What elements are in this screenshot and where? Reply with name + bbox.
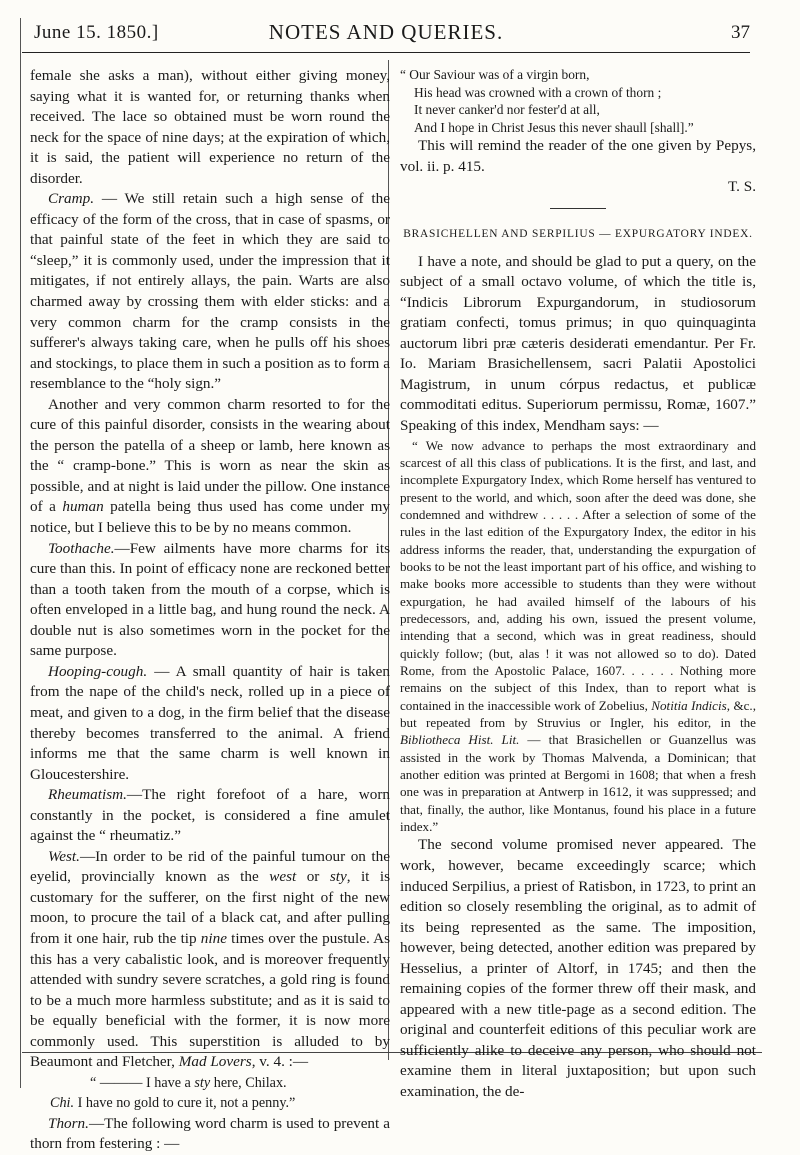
thorn-text: —The following word charm is used to prevent a thorn from festering : — — [30, 1114, 390, 1153]
rheumatism-text: —The right forefoot of a hare, worn constantly in the pocket, is considered a fine amulet against the “ rheumatiz.” — [30, 786, 390, 845]
heading-toothache: Toothache. — [48, 539, 115, 557]
paragraph-west — [30, 847, 390, 1073]
mendham-quote — [400, 437, 756, 836]
quote-line-1 — [30, 1073, 390, 1094]
verse-line: “ Our Saviour was of a virgin born, — [400, 67, 590, 82]
paragraph-hooping-cough — [30, 662, 390, 785]
author-initials: T. S. — [728, 178, 756, 196]
bibliotheca-title: Bibliotheca Hist. Lit. — [400, 732, 520, 748]
play-title: Mad Lovers — [178, 1053, 252, 1071]
signature-line — [400, 177, 756, 198]
verse-line: It never canker'd nor fester'd at all, — [414, 102, 600, 117]
quote-text-c: — that Brasichellen or Guanzellus was assisted in the work by Thomas Malvenda, a Dominican; that another edition was printed at Bergomi in 1608; that when a fresh one was in preparation at Antwerp in 1612, it was suppressed; and that, finally, the author, like Montanus, found his place in a future index.” — [400, 732, 756, 835]
west-text-e: , v. 4. :— — [251, 1053, 309, 1071]
quote-2: I have no gold to cure it, not a penny.” — [74, 1095, 296, 1112]
hooping-cough-text: — A small quantity of hair is taken from the nape of the child's neck, rolled up in a piece of meat, and given to a dog, in the firm belief that the disease thereby becomes transferred to the animal. A friend informs me that the same charm is well known in Gloucestershire. — [30, 662, 390, 783]
cramp-bone-text-a: Another and very common charm resorted to for the cure of this painful disorder, consists in the wearing about the person the patella of a sheep or lamb, here known as the “ cramp-bone.” This is worn as near the skin as possible, and at night is laid under the pillow. One instance of a — [30, 395, 390, 516]
verse-line: And I hope in Christ Jesus this never shaull [shall].” — [414, 119, 694, 135]
sty-word: sty — [329, 868, 347, 886]
pepys-text: This will remind the reader of the one given by Pepys, vol. ii. p. 415. — [400, 137, 756, 175]
thorn-charm-verse — [400, 66, 756, 136]
quote-1-a: “ ——— I have a — [90, 1074, 195, 1091]
issue-date: June 15. 1850.] — [34, 22, 159, 43]
cramp-text: — We still retain such a high sense of the efficacy of the form of the cross, that in case of spasms, or that painful state of the feet in which they are said to “sleep,” it is commonly used, under the impression that it mitigates, if not entirely allays, the pain. Warts are also charmed away by crossing them with elder sticks: and a very common charm for the cramp consists in the sufferer's always taking care, when he pulls off his shoes and stockings, to place them in such a position as to form a resemblance to the “holy sign.” — [30, 190, 390, 393]
west-text-a: —In order to be rid of the painful tumour on the eyelid, provincially known as the — [30, 847, 390, 886]
paragraph-thorn — [30, 1114, 390, 1155]
section-title: BRASICHELLEN AND SERPILIUS — EXPURGATORY INDEX. — [403, 227, 753, 240]
west-word: west — [269, 868, 297, 886]
nine-word: nine — [200, 929, 227, 947]
page-header — [22, 18, 750, 53]
west-text-d: times over the pustule. As this has a very cabalistic look, and is moreover frequently attended with sundry severe scratches, a gold ring is found to be a much more harmless substitute; and as it is said to be equally beneficial with the former, it is now more commonly used. This superstition is alluded to by Beaumont and Fletcher, — [30, 929, 390, 1071]
heading-cramp: Cramp. — [48, 190, 94, 208]
paragraph-cramp-bone — [30, 395, 390, 539]
toothache-text: —Few ailments have more charms for its cure than this. In point of efficacy none are reckoned better than a tooth taken from the mouth of a corpse, which is often enveloped in a little bag, and hung round the neck. A double nut is also sometimes worn in the pocket for the same purpose. — [30, 539, 390, 660]
paragraph-toothache — [30, 539, 390, 662]
heading-thorn: Thorn. — [48, 1114, 89, 1132]
west-text-c: , it is customary for the sufferer, on the first night of the new moon, to procure the tail of a black cat, and after pulling from it one hair, rub the tip — [30, 868, 390, 947]
journal-title: NOTES AND QUERIES. — [268, 20, 504, 44]
paragraph-second-volume: The second volume promised never appeared. The work, however, became exceedingly scarce; which induced Serpilius, a priest of Ratisbon, in 1723, to print an edition so closely resembling the original, as to admit of its being represented as the same. The imposition, however, being detected, another edition was prepared by Hesselius, a printer of Altorf, in 1745; and then the remaining copies of the former threw off their mask, and appeared with a new title-page as a second edition. The original and counterfeit editions of this peculiar work are sufficiently alike to deceive any person, who should not examine them in literal juxtaposition; but upon such examination, the de- — [400, 836, 756, 1101]
speaker-chi: Chi. — [50, 1095, 75, 1112]
left-column — [30, 66, 390, 1155]
right-column — [400, 66, 756, 1103]
paragraph-lace: female she asks a man), without either giving money, saying what it is wanted for, or returning thanks when received. The lace so obtained must be worn round the neck for the space of nine days; at the expiration of which, it is said, the patient will experience no return of the disorder. — [30, 67, 390, 187]
paragraph-pepys — [400, 136, 756, 177]
page-number: 37 — [731, 22, 750, 43]
quote-text-b: , &c., but repeated from by Struvius or Ingler, his editor, in the — [400, 697, 756, 731]
paragraph-rheumatism — [30, 785, 390, 847]
quote-line-2 — [30, 1093, 390, 1114]
left-border — [20, 18, 21, 1088]
quote-paragraph — [400, 437, 756, 836]
heading-hooping-cough: Hooping-cough. — [48, 662, 148, 680]
notitia-title: Notitia Indicis — [651, 697, 727, 713]
cramp-bone-text-b: patella being thus used has come under my notice, but I believe this to be by no means common. — [30, 498, 390, 537]
paragraph-query: I have a note, and should be glad to put a query, on the subject of a small octavo volume, of which the title is, “Indicis Librorum Expurgandorum, in studiosorum gratiam confecti, tomus primus; in quo quinquaginta auctorum libri præ cæteris desiderati emendantur. Per Fr. Io. Mariam Brasichellensem, sacri Palatii Apostolici Magistrum, in unum córpus redactus, et publicæ commoditati editus. Superiorum permissu, Romæ, 1607.” Speaking of this index, Mendham says: — — [400, 252, 756, 435]
paragraph-cramp — [30, 189, 390, 394]
verse-line: His head was crowned with a crown of thorn ; — [414, 84, 662, 100]
heading-west: West. — [48, 847, 80, 865]
quote-text-a: “ We now advance to perhaps the most extraordinary and scarcest of all this class of publications. It is the first, and last, and incomplete Expurgatory Index, which Rome herself has ventured to present to the world, and which, soon after the deed was done, she condemned and withdrew . . . . . After a selection of some of the rules in the last edition of the Expurgatory Index, the editor in his address informs the reader, that, understanding the expurgation of books to be not the least important part of his office, and wishing to make books more accessible to students than they were without expurgation, he had availed himself of the labours of his predecessors, and, adding his own, issued the present volume, intending that a second, which was in great readiness, should quickly follow; (but, alas ! it was not allowed so to do). Dated Rome, from the Apostolic Palace, 1607. . . . . . Nothing more remains on the subject of this Index, than to report what is contained in the inaccessible work of Zobelius, — [400, 437, 756, 713]
quote-1-b: here, Chilax. — [210, 1074, 287, 1091]
human-word: human — [62, 498, 104, 516]
west-text-b: or — [296, 868, 330, 886]
section-separator — [550, 208, 606, 209]
quote-sty: sty — [194, 1074, 211, 1091]
heading-rheumatism: Rheumatism. — [48, 786, 127, 804]
